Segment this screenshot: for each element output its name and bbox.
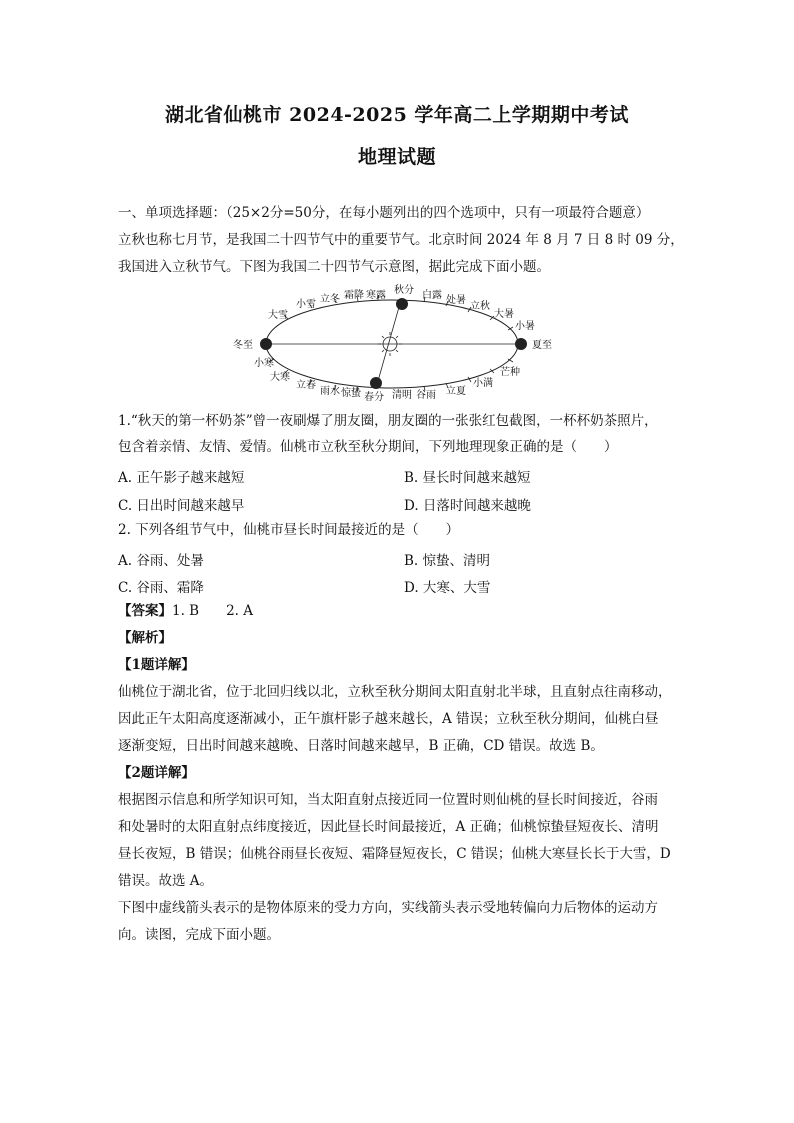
page-title: 湖北省仙桃市 2024-2025 学年高二上学期期中考试 — [165, 104, 629, 126]
intro-line-1: 立秋也称七月节，是我国二十四节气中的重要节气。北京时间 2024 年 8 月 7 日 8 时 09 分， — [118, 232, 684, 248]
intro-line-2: 我国进入立秋节气。下图为我国二十四节气示意图，据此完成下面小题。 — [118, 259, 550, 275]
earth-autumn-equinox — [396, 298, 408, 310]
q2-option-d: D. 大寒、大雪 — [404, 580, 491, 596]
term-dahan: 大寒 — [270, 372, 290, 383]
term-spring-equinox: 春分 — [364, 392, 384, 402]
q1-analysis-line-3: 逐渐变短，日出时间越来越晚、日落时间越来越早，B 正确，CD 错误。故选 B。 — [118, 738, 604, 754]
earth-summer-solstice — [515, 338, 527, 350]
term-xiaoman: 小满 — [473, 378, 493, 389]
q1-option-d: D. 日落时间越来越晚 — [404, 498, 531, 514]
q2-option-c: C. 谷雨、霜降 — [118, 580, 204, 596]
q2-option-b: B. 惊蛰、清明 — [404, 553, 491, 569]
term-qingming: 清明 — [392, 390, 412, 401]
section-heading: 一、单项选择题：（25×2分=50分，在每小题列出的四个选项中，只有一项最符合题意） — [118, 205, 650, 221]
term-hanlu: 寒露 — [366, 290, 386, 301]
q1-option-b: B. 昼长时间越来越短 — [404, 470, 531, 486]
solar-terms-diagram — [228, 282, 568, 402]
term-chushu: 处暑 — [446, 295, 466, 306]
earth-spring-equinox — [370, 377, 382, 389]
subject-title: 地理试题 — [357, 146, 436, 168]
term-summer-solstice: 夏至 — [532, 340, 552, 351]
term-dashu: 大暑 — [494, 309, 514, 320]
q2-analysis-line-4: 错误。故选 A。 — [118, 873, 214, 889]
term-xiaoxue: 小雪 — [296, 299, 316, 310]
term-jingzhe: 惊蛰 — [341, 388, 361, 399]
q1-stem-line-2: 包含着亲情、友情、爱情。仙桃市立秋至秋分期间，下列地理现象正确的是（ ） — [118, 439, 618, 455]
q2-analysis-line-3: 昼长夜短，B 错误；仙桃谷雨昼长夜短、霜降昼短夜长，C 错误；仙桃大寒昼长长于大雪，D — [118, 846, 671, 862]
answer-line — [118, 600, 688, 622]
analysis-label: 【解析】 — [118, 630, 172, 646]
term-bailu: 白露 — [422, 290, 442, 301]
term-daxue: 大雪 — [268, 310, 288, 321]
term-xiaohan: 小寒 — [254, 358, 274, 369]
term-autumn-equinox: 秋分 — [394, 285, 414, 296]
term-lixia: 立夏 — [446, 386, 466, 397]
q1-option-a: A. 正午影子越来越短 — [118, 470, 245, 486]
term-winter-solstice: 冬至 — [233, 340, 253, 351]
answer-value: 1. B 2. A — [172, 603, 254, 619]
q2-analysis-line-2: 和处暑时的太阳直射点纬度接近，因此昼长时间最接近，A 正确；仙桃惊蛰昼短夜长、清明 — [118, 819, 659, 835]
term-xiaoshu: 小暑 — [515, 321, 535, 332]
q2-option-a: A. 谷雨、处暑 — [118, 553, 204, 569]
term-shuangjiang: 霜降 — [344, 290, 364, 301]
q1-analysis-label: 【1题详解】 — [118, 657, 195, 673]
q1-analysis-line-1: 仙桃位于湖北省，位于北回归线以北，立秋至秋分期间太阳直射北半球，且直射点往南移动， — [118, 684, 672, 700]
earth-winter-solstice — [260, 338, 272, 350]
term-guyu: 谷雨 — [416, 390, 436, 401]
q1-analysis-line-2: 因此正午太阳高度逐渐减小，正午旗杆影子越来越长，A 错误；立秋至秋分期间，仙桃白昼 — [118, 711, 659, 727]
term-mangzhong: 芒种 — [500, 367, 520, 378]
q1-stem-line-1: 1.“秋天的第一杯奶茶”曾一夜刷爆了朋友圈，朋友圈的一张张红包截图，一杯杯奶茶照片， — [118, 413, 658, 429]
next-intro-line-1: 下图中虚线箭头表示的是物体原来的受力方向，实线箭头表示受地转偏向力后物体的运动方 — [118, 900, 658, 916]
term-lidong: 立冬 — [320, 294, 340, 305]
q2-analysis-label: 【2题详解】 — [118, 765, 195, 781]
term-liqiu: 立秋 — [470, 301, 490, 312]
q2-stem: 2. 下列各组节气中，仙桃市昼长时间最接近的是（ ） — [118, 522, 460, 538]
term-lichun: 立春 — [296, 380, 316, 391]
q1-option-c: C. 日出时间越来越早 — [118, 498, 245, 514]
term-yushui: 雨水 — [320, 386, 340, 397]
q2-analysis-line-1: 根据图示信息和所学知识可知，当太阳直射点接近同一位置时则仙桃的昼长时间接近，谷雨 — [118, 792, 658, 808]
next-intro-line-2: 向。读图，完成下面小题。 — [118, 927, 280, 943]
answer-label: 【答案】 — [118, 603, 172, 619]
